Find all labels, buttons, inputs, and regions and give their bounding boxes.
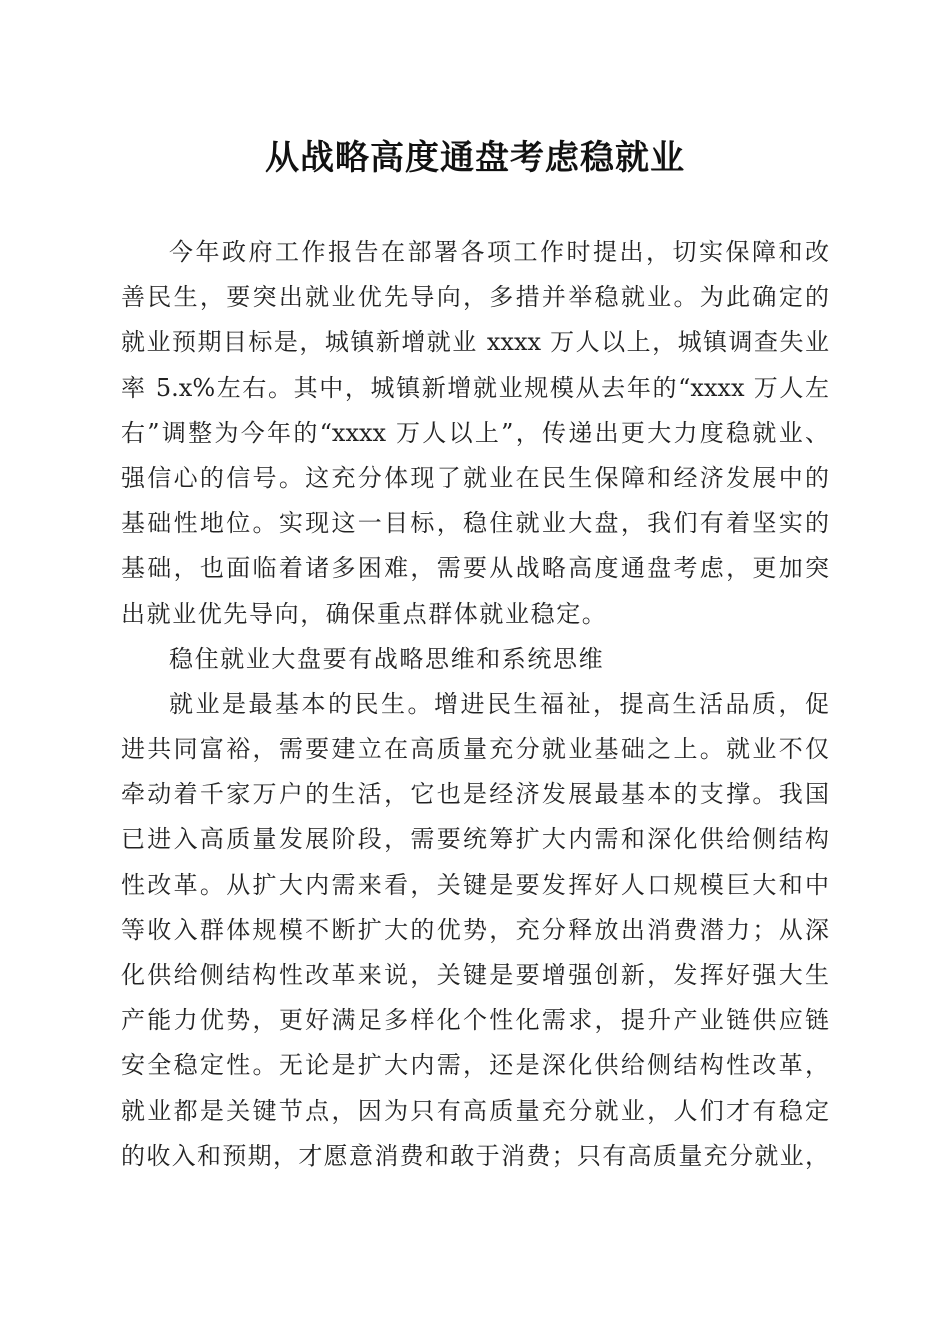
paragraph-line: 率 5.x%左右。其中，城镇新增就业规模从去年的“xxxx 万人左	[121, 373, 829, 402]
paragraph-line: 产能力优势，更好满足多样化个性化需求，提升产业链供应链	[121, 1006, 829, 1035]
paragraph-line: 善民生，要突出就业优先导向，多措并举稳就业。为此确定的	[121, 283, 829, 312]
paragraph-line: 右”调整为今年的“xxxx 万人以上”，传递出更大力度稳就业、	[121, 418, 829, 447]
paragraph-line: 化供给侧结构性改革来说，关键是要增强创新，发挥好强大生	[121, 961, 829, 989]
paragraph-line: 等收入群体规模不断扩大的优势，充分释放出消费潜力；从深	[121, 915, 829, 944]
paragraph-line: 安全稳定性。无论是扩大内需，还是深化供给侧结构性改革，	[121, 1051, 829, 1080]
paragraph-line: 出就业优先导向，确保重点群体就业稳定。	[121, 599, 608, 628]
paragraph-line: 就业都是关键节点，因为只有高质量充分就业，人们才有稳定	[121, 1096, 829, 1125]
paragraph-line: 今年政府工作报告在部署各项工作时提出，切实保障和改	[169, 238, 829, 266]
paragraph-line: 的收入和预期，才愿意消费和敢于消费；只有高质量充分就业，	[121, 1141, 829, 1170]
paragraph-line: 基础，也面临着诸多困难，需要从战略高度通盘考虑，更加突	[121, 554, 829, 583]
paragraph-line: 已进入高质量发展阶段，需要统筹扩大内需和深化供给侧结构	[121, 825, 829, 854]
paragraph-line: 进共同富裕，需要建立在高质量充分就业基础之上。就业不仅	[121, 735, 829, 764]
paragraph-line: 基础性地位。实现这一目标，稳住就业大盘，我们有着坚实的	[121, 509, 829, 538]
paragraph-line: 性改革。从扩大内需来看，关键是要发挥好人口规模巨大和中	[121, 870, 829, 899]
document-title: 从战略高度通盘考虑稳就业	[265, 138, 685, 178]
paragraph-line: 强信心的信号。这充分体现了就业在民生保障和经济发展中的	[121, 463, 829, 492]
section-heading: 稳住就业大盘要有战略思维和系统思维	[169, 644, 605, 673]
paragraph-line: 就业预期目标是，城镇新增就业 xxxx 万人以上，城镇调查失业	[121, 328, 829, 357]
paragraph-line: 就业是最基本的民生。增进民生福祉，提高生活品质，促	[169, 689, 829, 718]
paragraph-line: 牵动着千家万户的生活，它也是经济发展最基本的支撑。我国	[121, 780, 829, 809]
document-body	[121, 230, 829, 1179]
